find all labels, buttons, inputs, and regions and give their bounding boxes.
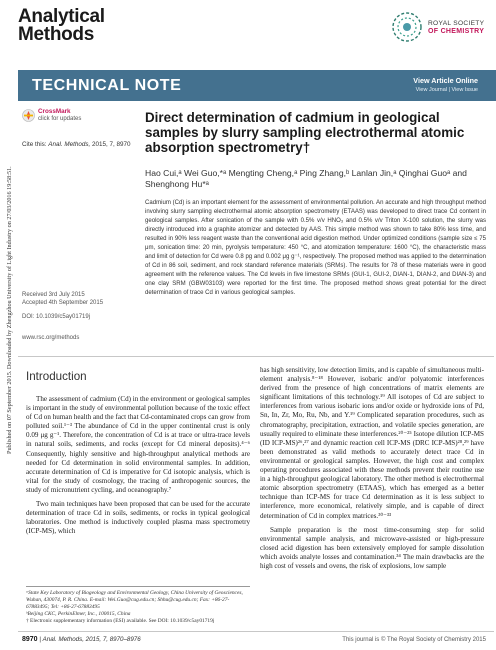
footer-citation: Anal. Methods, 2015, 7, 8970–8976 bbox=[42, 636, 141, 643]
crossmark-text bbox=[38, 109, 81, 122]
journal-title[interactable] bbox=[18, 8, 105, 44]
article-type-label: TECHNICAL NOTE bbox=[32, 77, 182, 94]
footnote-affiliation-a bbox=[26, 590, 250, 611]
header-divider bbox=[18, 356, 494, 357]
footnote-divider bbox=[26, 586, 250, 587]
cite-prefix: Cite this: bbox=[22, 141, 47, 148]
journal-website-link[interactable]: www.rsc.org/methods bbox=[22, 335, 80, 341]
author-list: Hao Cui,ᵃ Wei Guo,*ᵃ Mengting Cheng,ᵃ Ping Zhang,ᵇ Lanlan Jin,ᵃ Qinghai Guoᵃ and Shenghong Hu*ᵃ bbox=[145, 168, 467, 189]
received-date: Received 3rd July 2015 bbox=[22, 292, 85, 298]
footnote-a-text: ᵃState Key Laboratory of Biogeology and Environmental Geology, China University of Geosciences, Wuhan, 430074, P. R. China. E-mail: Wei.Guo@cug.edu.cn; Shhu@cug.edu.cn; Fax: +86-27-67883495; Tel: +86-27-67883495 bbox=[26, 590, 243, 611]
crossmark-label: CrossMark bbox=[38, 108, 71, 115]
accepted-date: Accepted 4th September 2015 bbox=[22, 300, 104, 306]
intro-paragraph-3: has high sensitivity, low detection limits, and is capable of simultaneous multi-element analysis.⁸⁻¹⁸ However, isobaric and/or polyatomic interferences derived from the presence of high concentrations of matrix elements are significant limitations of this technology.¹⁹ All isotopes of Cd are subject to interferences from various isobaric ions and/or oxide or hydroxide ions of Pd, Sn, In, Zr, Mo, Ru, Nb, and Y.¹⁹ Complicated separation procedures, such as chromatography, precipitation, extraction, and volatile species generation, are usually required to eliminate these interferences.²⁰⁻²⁵ Isotope dilution ICP-MS (ID ICP-MS)²⁶,²⁷ and dynamic reaction cell ICP-MS (DRC ICP-MS)²⁸,²⁹ have been demonstrated as valid methods to accurately detect trace Cd in environmental or geological samples. However, the high cost and complex operating procedures associated with these methods prevent their routine use in a high-throughput geological laboratory. The other method is electrothermal atomic absorption spectrometry (ETAAS), which has emerged as a better technique than ICP-MS for trace Cd determination as it is less subject to interference, more economical, relatively simple, and is capable of direct determination of Cd in complex matrices.³⁰⁻³³ bbox=[260, 366, 484, 520]
rsc-logo-line1: ROYAL SOCIETY bbox=[428, 20, 485, 27]
cite-journal: Anal. Methods, bbox=[48, 141, 91, 148]
article-history bbox=[22, 291, 103, 307]
article-type-banner bbox=[18, 70, 496, 101]
abstract: Cadmium (Cd) is an important element for the assessment of environmental pollution. An accurate and high throughput method involving slurry sampling electrothermal atomic absorption spectrometry (ETAAS) was developed to direct trace Cd content in geological samples. After sonication of the sample with 0.5% v/v HNO₃ and 0.5% v/v Triton X-100 solution, the slurry was directly introduced into a graphite atomizer and detected by AAS. This simple method was shown to take 80% less time, and resulted in 90% less reagent waste than the conventional acid digestion method. Under optimized conditions (sample size ≤ 75 μm, sonication time: 20 min, pyrolysis temperature: 450 °C, and atomization temperature: 1600 °C), the characteristic mass and limit of detection for Cd were 0.8 pg and 0.002 μg g⁻¹, respectively. The proposed method was applied to the determination of Cd in 86 soil, sediment, and rock standard reference materials (SRMs). The results for 78 of these materials were in good agreement with the reference values. The Cd levels in five limestone SRMs (GUI-1, GUI-2, DIAN-1, DIAN-2, and DIAN-3) and one clay SRM (GBW03103) were reported for the first time. The proposed method shows great potential for the direct determination of trace Cd in various geological samples. bbox=[145, 200, 486, 297]
page-footer-citation bbox=[22, 636, 141, 643]
view-article-online-link[interactable]: View Article Online bbox=[413, 76, 478, 85]
rsc-logo-icon bbox=[390, 10, 424, 44]
page-number: 8970 bbox=[22, 636, 38, 643]
citation-line bbox=[22, 141, 131, 148]
crossmark-sublabel: click for updates bbox=[38, 115, 82, 122]
crossmark-icon bbox=[22, 109, 35, 122]
footer-divider bbox=[18, 631, 494, 632]
article-title: Direct determination of cadmium in geological samples by slurry sampling electrothermal atomic absorption spectrometry† bbox=[145, 110, 465, 156]
download-watermark: Published on 07 September 2015. Downloaded by Zhengzhou University of Light Industry on 27/03/2016 19:58:51. bbox=[6, 166, 13, 454]
intro-paragraph-4: Sample preparation is the most time-consuming step for solid environmental sample analysis, and microwave-assisted or high-pressure closed acid digestion has been extensively employed for sample dissolution which avoids analyte losses and contamination.³⁴ The main drawbacks are the high cost of vessels and ovens, the risk of explosions, low sample bbox=[260, 525, 484, 570]
footer-copyright: This journal is © The Royal Society of Chemistry 2015 bbox=[342, 637, 486, 643]
cite-details: 2015, 7, 8970 bbox=[92, 141, 131, 148]
journal-title-line1: Analytical bbox=[18, 6, 105, 27]
footer-separator: | bbox=[39, 636, 43, 643]
section-heading-introduction: Introduction bbox=[26, 370, 87, 383]
footnotes bbox=[26, 590, 250, 625]
rsc-logo-line2: OF CHEMISTRY bbox=[428, 28, 485, 35]
journal-title-line2: Methods bbox=[18, 24, 95, 45]
left-column bbox=[26, 370, 250, 541]
crossmark-badge[interactable] bbox=[22, 109, 81, 122]
footnote-b-text: ᵇBeijing CKC, PerkinElmer, Inc., 100015, China bbox=[26, 611, 131, 618]
doi[interactable]: DOI: 10.1039/c5ay01719j bbox=[22, 314, 91, 320]
intro-paragraph-1: The assessment of cadmium (Cd) in the environment or geological samples is important in the study of environmental pollution because of the toxic effect of Cd on human health and the fact that Cd-contaminated crops can grow from polluted soil.¹⁻³ The abundance of Cd in the upper continental crust is only 0.09 μg g⁻¹. Therefore, the concentration of Cd is at trace or ultra-trace levels in natural soils, sediments, and rocks (except for Cd mineral deposits).⁴⁻⁶ Consequently, highly sensitive and high-throughput analytical methods are needed for Cd determination in solid environmental samples. In addition, accurate determination of Cd is imperative for Cd isotopic analysis, which is vital for the study of cosmology, the tracing of anthropogenic sources, the study of micronutrient cycling, and oceanography.⁷ bbox=[26, 395, 250, 494]
view-journal-issue-links[interactable]: View Journal | View Issue bbox=[415, 87, 478, 93]
footnote-esi: † Electronic supplementary information (ESI) available. See DOI: 10.1039/c5ay01719j bbox=[26, 618, 215, 625]
intro-paragraph-2: Two main techniques have been proposed that can be used for the accurate determination of trace Cd in soils, sediments, or rocks in typical geological laboratories. One method is inductively coupled plasma mass spectrometry (ICP-MS), which bbox=[26, 500, 250, 536]
right-column bbox=[260, 366, 484, 576]
rsc-logo[interactable] bbox=[390, 8, 484, 48]
